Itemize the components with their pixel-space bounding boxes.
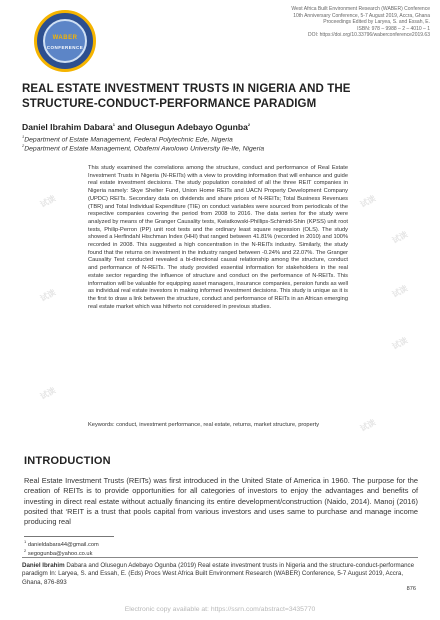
conference-header (0, 0, 440, 76)
author-list (22, 122, 418, 132)
affiliation-1-sup: 1 (22, 134, 25, 139)
watermark-stamp: 试读 (390, 229, 410, 246)
introduction-paragraph: Real Estate Investment Trusts (REITs) was first introduced in the United State of America in 1960. The purpose for the creation of REITs is to provide opportunities for all categories of investors to enjoy the advantages and benefits of investing in direct real estate without actually financing its entire development/construction (Naido, 2014). Manoj (2016) posited that ‘REIT is a trust that pools capital from various investors and uses same to purchase and manage income producing real (24, 476, 418, 527)
footnote-divider (24, 536, 114, 537)
conference-info-line: DOI: https://doi.org/10.33796/waberconference2019.63 (307, 32, 430, 38)
paper-title (22, 82, 418, 112)
waber-logo (34, 10, 96, 72)
authors-and: and (114, 122, 136, 132)
paper-title-line1: REAL ESTATE INVESTMENT TRUSTS IN NIGERIA AND THE (22, 83, 351, 95)
conference-info-line: 10th Anniversary Conference, 5-7 August 2019, Accra, Ghana (293, 12, 430, 19)
affiliation-2 (22, 143, 418, 152)
affiliation-1 (22, 134, 418, 143)
logo-globe (43, 19, 87, 63)
ssrn-availability-note[interactable]: Electronic copy available at: https://ssrn.com/abstract=3435770 (124, 606, 316, 613)
affiliation-2-text: Department of Estate Management, Obafemi Awolowo University Ile-Ife, Nigeria (24, 145, 265, 153)
page-number: 876 (406, 586, 416, 592)
logo-text-bottom: CONFERENCE (46, 45, 84, 50)
author-1: Daniel Ibrahim Dabara (22, 122, 113, 132)
footnote-1-sup: 1 (24, 539, 27, 544)
abstract-text: This study examined the correlations among the structure, conduct and performance of Real Estate Investment Trusts in Nigeria (N-REITs) with a view to providing information that will enhance and guide real estate investment decisions. The study population consisted of all the three REIT companies in Nigeria namely: Skye Shelter Fund, Union Home REITs and UACN Property Development Company (UPDC) REITs. Secondary data on dividends and share prices of N-REITs; Total Business Revenues (TBR) and Total Individual Expenditure (TIE) on conduct variables were sourced from periodicals of the respective companies covering the period from 2008 to 2016. The data series for the study were analyzed by means of the Granger Causality tests, Kwiatkowski-Phillips-Schimidt-Shin (KPSS) unit root tests, Philip-Perron (PP) unit root tests and the ordinary least square regression (OLS). The study showed a Herfindahl Hischman Index (HHI) that ranged between 41.81% (recorded in 2010) and 100% recorded in 2008. This suggested a high concentration in the N-REITs industry. Similarly, the study found that the returns on investment in the industry ranged between -0.24% and 22.07%. The Granger Causality Test conducted revealed a bi-directional causal relationship among the structure, conduct and performance of N-REITs. The study provided essential information for stakeholders in the real estate sector regarding the influence of structure and conduct on the performance of N-REITs. This information will be valuable for equipping asset managers, insurance companies, pension funds as well as individual real estate investors in making informed investment decisions. This study is unique as it is the first to draw a link between the structure, conduct and performance of REITs in an African emerging real estate market which was hitherto not considered in previous studies. (88, 165, 348, 310)
footnote-1-email[interactable]: danieldabara44@gmail.com (27, 541, 99, 548)
footnote-1 (24, 539, 99, 548)
conference-info (190, 6, 430, 39)
keywords: Keywords: conduct, investment performance, real estate, returns, market structure, property (88, 422, 320, 428)
watermark-stamp: 试读 (390, 283, 410, 300)
watermark-stamp: 试读 (38, 193, 58, 210)
footnote-2-sup: 2 (24, 548, 27, 553)
affiliation-1-text: Department of Estate Management, Federal Polytechnic Ede, Nigeria (24, 136, 233, 144)
affiliation-2-sup: 2 (22, 143, 25, 148)
watermark-stamp: 试读 (390, 335, 410, 352)
footnote-2 (24, 548, 92, 557)
author-2-sup: 2 (247, 122, 251, 128)
watermark-stamp: 试读 (358, 193, 378, 210)
section-heading-introduction: INTRODUCTION (24, 455, 111, 467)
watermark-stamp: 试读 (358, 417, 378, 434)
watermark-stamp: 试读 (38, 287, 58, 304)
author-1-sup: 1 (112, 122, 115, 128)
citation-rest: Dabara and Olusegun Adebayo Ogunba (2019) Real estate investment trusts in Nigeria and the structure-conduct-performance paradigm In: Laryea, S. and Essah, E. (Eds) Procs West Africa Built Environment Research (WABER) Conference, 5-7 August 2019, Accra, Ghana, 876-893 (22, 562, 415, 586)
conference-info-line: West Africa Built Environment Research (WABER) Conference (291, 6, 430, 12)
author-2: Olusegun Adebayo Ogunba (135, 122, 248, 132)
paper-title-line2: STRUCTURE-CONDUCT-PERFORMANCE PARADIGM (22, 98, 317, 110)
conference-info-line: Proceedings Edited by Laryea, S. and Essah, E. (323, 19, 430, 25)
conference-info-line: ISBN: 978 – 9988 – 2 – 4010 – 1 (357, 25, 430, 32)
citation-reference (22, 557, 418, 587)
logo-text-top: WABER (52, 35, 78, 41)
watermark-stamp: 试读 (38, 385, 58, 402)
footnote-2-email[interactable]: segogunba@yahoo.co.uk (27, 550, 93, 557)
citation-bold-author: Daniel Ibrahim (22, 562, 65, 569)
